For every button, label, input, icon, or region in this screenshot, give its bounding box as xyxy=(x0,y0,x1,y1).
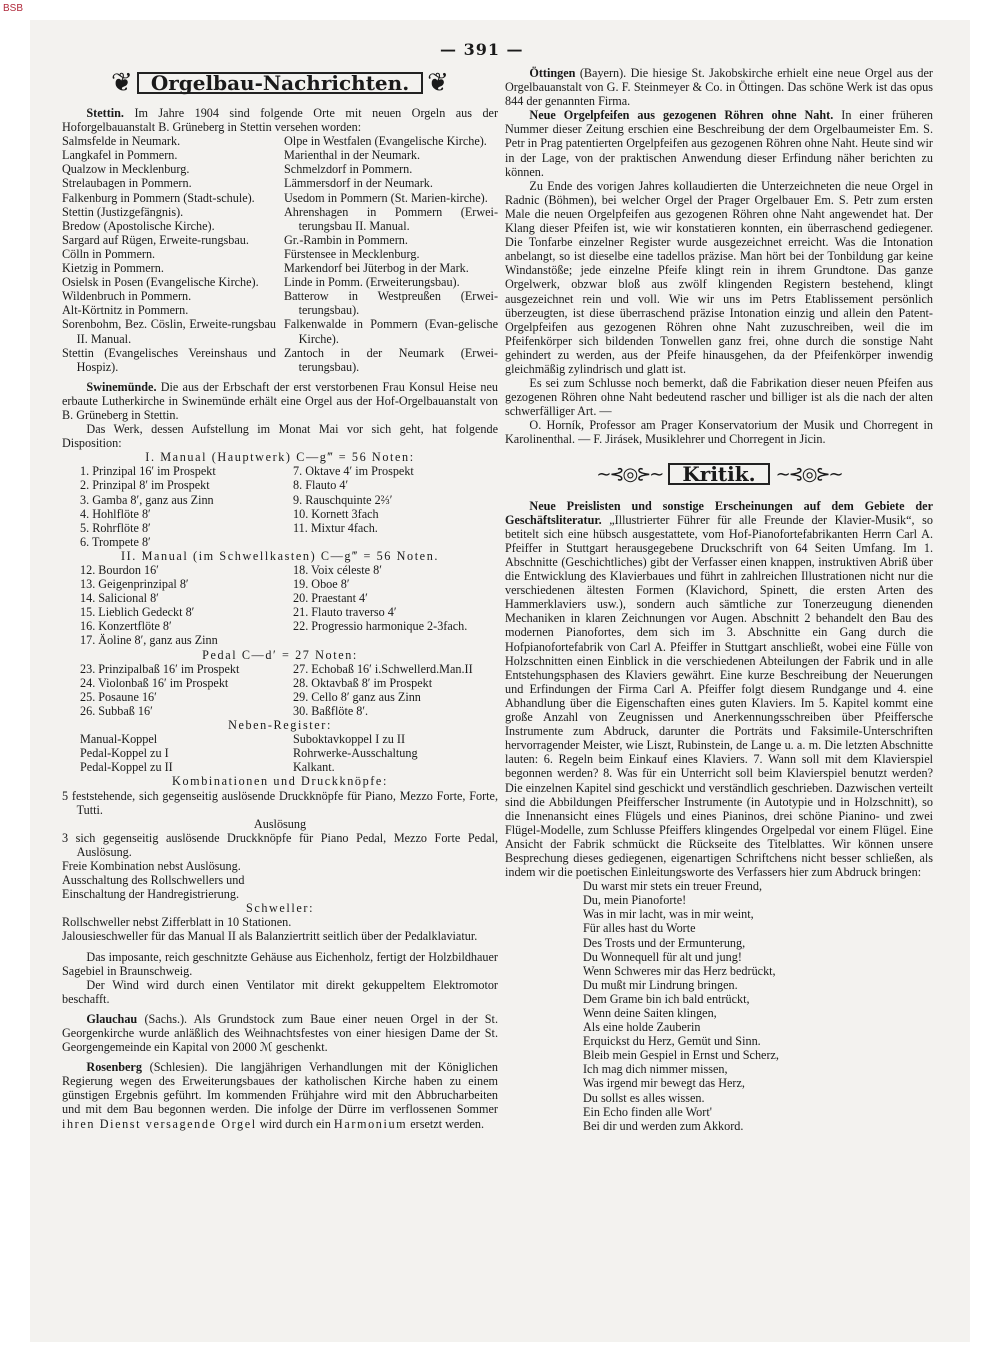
register-item: 12. Bourdon 16′ xyxy=(80,563,159,577)
place-item: Gr.-Rambin in Pommern. xyxy=(284,232,408,247)
register-item: 22. Progressio harmonique 2-3fach. xyxy=(293,619,468,634)
place-item: Salmsfelde in Neumark. xyxy=(62,134,181,149)
gehaeuse-paragraph: Das imposante, reich geschnitzte Gehäuse aus Eichenholz, fertigt der Holzbildhauer Sagebiel in Braunschweig. xyxy=(62,949,498,978)
place-item: Wildenbruch in Pommern. xyxy=(62,289,192,304)
neben-heading: Neben-Register: xyxy=(228,718,332,733)
register-item: 18. Voix céleste 8′ xyxy=(293,563,382,577)
swinemuende-paragraph: Swinemünde. Die aus der Erbschaft der erst verstorbenen Frau Konsul Heise neu erbaute Lutherkirche in Swinemünde erhält eine Orgel aus der Hof-Orgelbauanstalt von B. Grüneberg in Stettin. xyxy=(62,379,498,422)
poem-line: Du, mein Pianoforte! xyxy=(583,893,687,908)
manual1-registers xyxy=(62,464,498,549)
poem-line: Bei dir und werden zum Akkord. xyxy=(583,1118,744,1133)
poem-line: Du sollst es alles wissen. xyxy=(583,1090,705,1105)
place-item: Schmelzdorf in Pommern. xyxy=(284,162,413,177)
register-item: 13. Geigenprinzipal 8′ xyxy=(80,577,189,592)
place-item: Markendorf bei Jüterbog in der Mark. xyxy=(284,261,469,276)
swirl-left-icon: ∼⊰◎⊱∼ xyxy=(596,463,663,484)
pfeifen-paragraph-3: Es sei zum Schlusse noch bemerkt, daß die Fabrikation dieser neuen Pfeifen aus gezogenen Röhren ohne Naht bedeutend rascher und billiger ist als die nach der alten schwerfälliger Art. — xyxy=(505,376,933,419)
place-item: Marienthal in der Neumark. xyxy=(284,148,421,163)
register-item: 1. Prinzipal 16′ im Prospekt xyxy=(80,464,216,479)
register-item: 30. Baßflöte 8′. xyxy=(293,703,369,718)
register-item: 20. Praestant 4′ xyxy=(293,591,368,606)
register-item: 2. Prinzipal 8′ im Prospekt xyxy=(80,478,210,493)
extra-line: Freie Kombination nebst Auslösung. xyxy=(62,858,241,873)
coupler-item: Manual-Koppel xyxy=(80,732,158,747)
orgelbau-heading: Orgelbau-Nachrichten. xyxy=(137,72,423,94)
stettin-intro: Stettin. Im Jahre 1904 sind folgende Orte mit neuen Orgeln aus der Hoforgelbauanstalt B. Grüneberg in Stettin versehen worden: xyxy=(62,106,499,135)
poem-line: Für alles hast du Worte xyxy=(583,921,696,936)
wind-paragraph: Der Wind wird durch einen Ventilator mit direkt gekuppeltem Elektromotor beschafft. xyxy=(62,977,498,1006)
poem-line: Des Trosts und der Ermunterung, xyxy=(583,935,746,950)
place-item: Lämmersdorf in der Neumark. xyxy=(284,176,433,191)
place-item: Batterow in Westpreußen (Erwei-terungsbau). xyxy=(284,289,498,318)
place-item: Linde in Pomm. (Erweiterungsbau). xyxy=(284,275,460,290)
register-item: 5. Rohrflöte 8′ xyxy=(80,520,151,535)
register-item: 8. Flauto 4′ xyxy=(293,478,349,493)
place-item: Alt-Körtnitz in Pommern. xyxy=(62,303,189,318)
stettin-places-left xyxy=(62,134,276,374)
register-item: 15. Lieblich Gedeckt 8′ xyxy=(80,605,195,620)
poem-line: Wenn deine Saiten klingen, xyxy=(583,1006,717,1020)
register-item: 4. Hohlflöte 8′ xyxy=(80,506,151,521)
rosenberg-paragraph: Rosenberg (Schlesien). Die langjährigen Verhandlungen mit der Königlichen Regierung wegen des Erweiterungsbaues der katholischen Kirche haben zu einem günstigen Ergebnis geführt. Im kommenden Frühjahre wird mit den Abbrucharbeiten und mit dem Bau begonnen werden. Die infolge der Dürre im verflossenen Sommer ihren Dienst versagende Orgel wird durch ein Harmonium ersetzt werden. xyxy=(62,1060,498,1131)
poem-line: Erquickst du Herz, Gemüt und Sinn. xyxy=(583,1034,761,1049)
manual1-heading: I. Manual (Hauptwerk) C—g‴ = 56 Noten: xyxy=(145,450,415,465)
werk-paragraph: Das Werk, dessen Aufstellung im Monat Mai vor sich geht, hat folgende Disposition: xyxy=(62,422,498,451)
pedal-registers xyxy=(62,662,498,718)
ausloesung-heading: Auslösung xyxy=(253,816,307,831)
kritik-heading: Kritik. xyxy=(668,463,769,485)
library-watermark: BSB xyxy=(3,3,24,14)
kritik-paragraph: Neue Preislisten und sonstige Erscheinungen auf dem Gebiete der Geschäftsliteratur. „Illustrierter Führer für alle Freunde der Klavier-Musik“, so betitelt sich eine hübsch ausgestattete, vom Hof-Pianofortefabrikanten Herrn Carl A. Pfeiffer in Stuttgart herausgegebene Druckschrift von 64 Seiten Umfang. Im 1. Abschnitte (Geschichtliches) gibt der Verfasser einen knappen, instruktiven Abriß über die Entwicklung des Klavierbaues und führt in zahlreichen Illustrationen nicht nur die verschiedenen ältesten Formen (Klavichord, Spinett, die ersten Arten des Hammerklaviers usw.), sondern auch sämtliche zur Tonerzeugung dienenden Mechaniken in klaren Zeichnungen vor Augen. Abschnitt 2 behandelt den Bau des modernen Pianofortes, dem sich im 3. Abschnitte ein Gang durch die Hofpianofortefabrik von Carl A. Pfeiffer in Stuttgart anschließt, wobei eine Fülle von Holzschnitten einen Einblick in die verschiedenen Abteilungen der Fabrik und in alle Entstehungsphasen des Klaviers gewährt. Eine kurze Beschreibung der Neuerungen und Erfindungen der Firma Carl A. Pfeiffer folgt diesem Rundgange und 4. eine Abhandlung über die Eigenschaften eines guten Klaviers. Im 5. Kapitel kommt eine große Anzahl von Zeugnissen und Anerkennungsschreiben über Pfeiffersche Instrumente zum Abdruck, darunter die Porträts und Faksimile-Unterschriften hervorragender Meister, wie Liszt, Rubinstein, de Lange u. a. m. Die letzten Abschnitte lauten: 6. Regeln beim Einkauf eines Klaviers. 7. Wann soll mit dem Klavierspiel begonnen werden? 8. Was für ein Unterricht soll beim Klavierspiel benutzt werden? Die einzelnen Kapitel sind geschickt und verständlich geschrieben. Dazwischen verteilt sind die Abbildungen Pfeifferscher Instrumente (in Autotypie und in Holzschnitt), so die Innenansicht eines Flügels und eines Pianinos, drei schöne Pianino- und zwei Flügel-Modelle, zum Schlusse Pfeiffers klingendes Orgelpedal vor einem Flügel. Eine Ansicht der Fabrik schmückt die Rückseite des Titelblattes. Wir können unsere Besprechung dieses gediegenen, eigenartigen Schriftchens nicht besser schließen, als indem wir die poetischen Einleitungsworte des Verfassers hier zum Abdruck bringen: xyxy=(505,498,934,880)
coupler-item: Rohrwerke-Ausschaltung xyxy=(293,746,418,761)
glauchau-paragraph: Glauchau (Sachs.). Als Grundstock zum Baue einer neuen Orgel in der St. Georgenkirche wurde anläßlich des Weihnachtsfestes von einer hiesigen Dame der St. Georgengemeinde ein Kapital von 2000 ℳ geschenkt. xyxy=(62,1011,498,1055)
place-item: Osielsk in Posen (Evangelische Kirche). xyxy=(62,275,259,290)
register-item: 3. Gamba 8′, ganz aus Zinn xyxy=(80,492,214,507)
place-item: Ahrenshagen in Pommern (Erwei-terungsbau II. Manual. xyxy=(284,204,498,233)
place-item: Cölln in Pommern. xyxy=(62,246,156,261)
place-item: Usedom in Pommern (St. Marien-kirche). xyxy=(284,190,488,205)
place-item: Falkenwalde in Pommern (Evan-gelische Kirche). xyxy=(284,317,498,346)
poem xyxy=(505,879,933,1133)
page-number: — 391 — xyxy=(440,40,524,59)
poem-line: Als eine holde Zauberin xyxy=(583,1020,701,1035)
manual2-registers xyxy=(62,563,498,648)
register-item: 28. Oktavbaß 8′ im Prospekt xyxy=(293,675,433,690)
poem-line: Du warst mir stets ein treuer Freund, xyxy=(583,879,763,894)
poem-line: Was in mir lacht, was in mir weint, xyxy=(583,907,754,922)
stettin-places xyxy=(62,134,498,374)
schweller-line1: Rollschweller nebst Zifferblatt in 10 Stationen. xyxy=(62,915,292,930)
ornament-left-icon: ❦ xyxy=(111,68,133,97)
register-item: 9. Rauschquinte 2⅔′ xyxy=(293,492,393,507)
neben-registers xyxy=(62,732,498,774)
ornament-right-icon: ❦ xyxy=(427,68,449,97)
swirl-right-icon: ∼⊰◎⊱∼ xyxy=(775,463,842,484)
extra-line: Ausschaltung des Rollschwellers und xyxy=(62,873,245,888)
register-item: 10. Kornett 3fach xyxy=(293,506,379,521)
register-item: 16. Konzertflöte 8′ xyxy=(80,619,172,634)
kritik-heading-block xyxy=(505,463,933,485)
poem-line: Du mußt mir Lindrung bringen. xyxy=(583,977,738,992)
register-item: 11. Mixtur 4fach. xyxy=(293,520,378,535)
register-item: 6. Trompete 8′ xyxy=(80,534,151,549)
place-item: Zantoch in der Neumark (Erwei-terungsbau). xyxy=(284,345,498,374)
left-column xyxy=(62,66,498,1131)
poem-line: Du Wonnequell für alt und jung! xyxy=(583,949,742,964)
register-item: 17. Äoline 8′, ganz aus Zinn xyxy=(80,633,218,648)
poem-line: Ein Echo finden alle Wort' xyxy=(583,1104,712,1119)
pfeifen-paragraph: Neue Orgelpfeifen aus gezogenen Röhren ohne Naht. In einer früheren Nummer dieser Zeitung erschien eine Beschreibung der dem Orgelbaumeister Em. S. Petr in Prag patentierten Orgelpfeifen aus gezogenen Röhren ohne Naht. Heute sind wir in der Lage, von der praktischen Anwendung dieser Erfindung näher berichten zu können. xyxy=(505,108,933,179)
poem-line: Bleib mein Gespiel in Ernst und Scherz, xyxy=(583,1048,779,1063)
poem-line: Dem Grame bin ich bald entrückt, xyxy=(583,991,750,1006)
extra-line: Einschaltung der Handregistrierung. xyxy=(62,887,240,902)
extra-lines xyxy=(62,859,498,901)
manual2-heading: II. Manual (im Schwellkasten) C—g‴ = 56 Noten. xyxy=(120,548,440,563)
schweller-heading: Schweller: xyxy=(245,901,315,916)
place-item: Stettin (Evangelisches Vereinshaus und Hospiz). xyxy=(62,345,276,374)
coupler-item: Suboktavkoppel I zu II xyxy=(293,732,406,747)
coupler-item: Kalkant. xyxy=(293,760,335,775)
place-item: Fürstensee in Mecklenburg. xyxy=(284,246,420,261)
register-item: 27. Echobaß 16′ i.Schwellerd.Man.II xyxy=(293,661,473,676)
place-item: Strelaubagen in Pommern. xyxy=(62,176,192,191)
place-item: Kietzig in Pommern. xyxy=(62,261,164,276)
kombi-text: 5 feststehende, sich gegenseitig auslösende Druckknöpfe für Piano, Mezzo Forte, Forte, Tutti. xyxy=(62,788,498,817)
poem-line: Ich mag dich nimmer missen, xyxy=(583,1062,728,1077)
signature: O. Horník, Professor am Prager Konservatorium der Musik und Chorregent in Karolinenthal. — F. Jirásek, Musiklehrer und Chorregent in Jicin. xyxy=(505,418,933,447)
register-item: 14. Salicional 8′ xyxy=(80,591,159,606)
register-item: 24. Violonbaß 16′ im Prospekt xyxy=(80,675,229,690)
orgelbau-heading-block xyxy=(62,70,498,96)
right-column xyxy=(505,66,933,1133)
register-item xyxy=(293,633,498,647)
place-item: Langkafel in Pommern. xyxy=(62,148,178,163)
kombi-heading: Kombinationen und Druckknöpfe: xyxy=(172,774,388,789)
place-item: Olpe in Westfalen (Evangelische Kirche). xyxy=(284,134,487,149)
place-item: Sargard auf Rügen, Erweite-rungsbau. xyxy=(62,232,249,247)
place-item: Qualzow in Mecklenburg. xyxy=(62,162,190,177)
place-item: Sorenbohm, Bez. Cöslin, Erweite-rungsbau II. Manual. xyxy=(62,317,276,346)
pedal-heading: Pedal C—d′ = 27 Noten: xyxy=(202,647,358,662)
coupler-item: Pedal-Koppel zu I xyxy=(80,746,169,761)
poem-line: Wenn Schweres mir das Herz bedrückt, xyxy=(583,963,776,978)
register-item: 26. Subbaß 16′ xyxy=(80,703,153,718)
place-item: Bredow (Apostolische Kirche). xyxy=(62,218,215,233)
place-item: Stettin (Justizgefängnis). xyxy=(62,204,184,219)
schweller-line2: Jalousieschweller für das Manual II als Balanziertritt seitlich über der Pedalklaviatur. xyxy=(62,929,478,944)
register-item: 25. Posaune 16′ xyxy=(80,689,157,704)
ottingen-paragraph: Öttingen (Bayern). Die hiesige St. Jakobskirche erhielt eine neue Orgel aus der Orgelbauanstalt von G. F. Steinmeyer & Co. in Öttingen. Das schöne Werk ist das opus 844 der genannten Firma. xyxy=(505,66,933,109)
register-item: 21. Flauto traverso 4′ xyxy=(293,605,397,620)
register-item: 23. Prinzipalbaß 16′ im Prospekt xyxy=(80,661,240,676)
coupler-item: Pedal-Koppel zu II xyxy=(80,760,173,775)
register-item: 29. Cello 8′ ganz aus Zinn xyxy=(293,689,421,704)
poem-line: Was irgend mir bewegt das Herz, xyxy=(583,1076,745,1091)
stettin-places-right xyxy=(284,134,498,374)
pfeifen-paragraph-2: Zu Ende des vorigen Jahres kollaudierten die Unterzeichneten die neue Orgel in Radnic (Böhmen), bei welcher Orgel der Prager Orgelbauer Em. S. Petr zum ersten Male die neuen Orgelpfeifen aus gezogenen Röhren ohne Naht angewendet hat. Der Klang dieser Pfeifen ist, wie wir konstatieren konnten, ein überraschend gediegener. Die Tonfarbe einzelner Register wurde ausgezeichnet erreicht. Was die Intonation anbelangt, so ist dieselbe eine tadellos präzise. Man hört bei der Tonbildung gar keine Windanstöße; jede einzelne Pfeife klingt rein in ihrem Grundtone. Das ganze Orgelwerk, obzwar bloß aus zwölf klingenden Registern bestehend, klingt ausgezeichnet rein und voll. Wie wir uns im Petrs Etablissement persönlich überzeugten, ist diese überraschend präzise Intonation einzig und allein den Patent-Orgelpfeifen aus gezogenen Röhren ohne Naht zuzuschreiben, weil die im Pfeifenkörper sich bildenden Tonwellen ganz frei, ohne durch die sonstige Naht gehindert zu werden, aus der Pfeife hinausgehen, da der Pfeifenkörper inwendig gleichmäßig zylindrisch und glatt ist. xyxy=(505,178,933,376)
register-item xyxy=(293,535,498,549)
place-item: Falkenburg in Pommern (Stadt-schule). xyxy=(62,190,255,205)
register-item: 7. Oktave 4′ im Prospekt xyxy=(293,464,414,479)
register-item: 19. Oboe 8′ xyxy=(293,577,350,592)
ausloesung-text: 3 sich gegenseitig auslösende Druckknöpfe für Piano Pedal, Mezzo Forte Pedal, Auslösung. xyxy=(62,830,498,859)
